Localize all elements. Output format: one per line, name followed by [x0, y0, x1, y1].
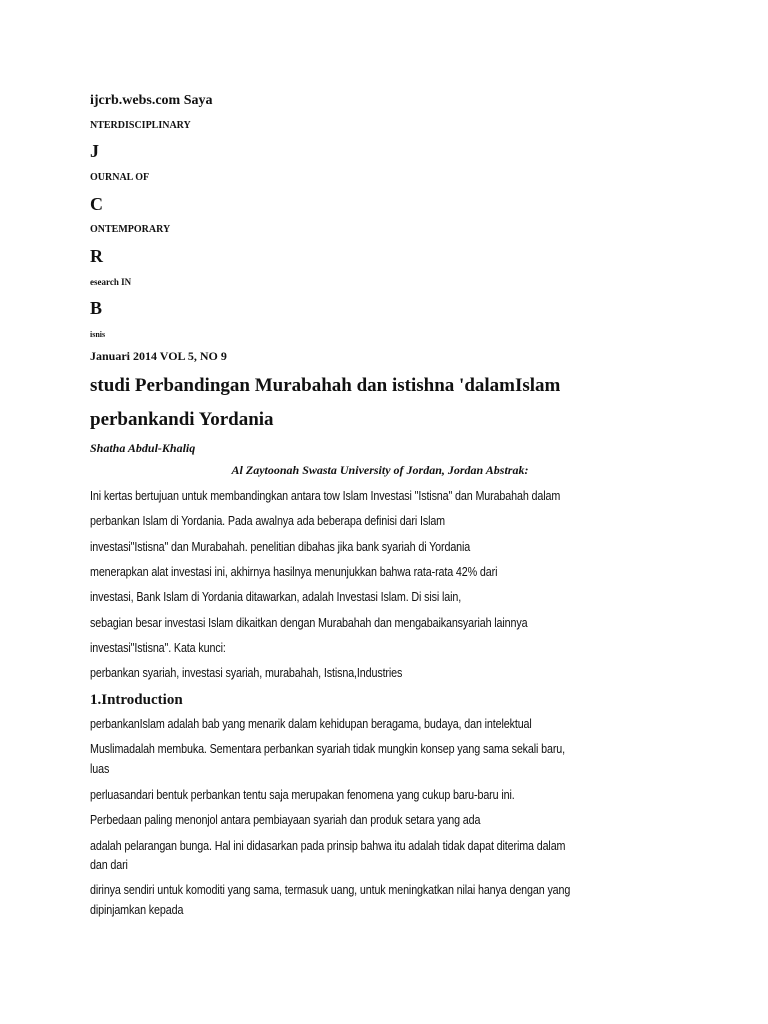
journal-initial-j: J [90, 141, 99, 161]
paragraph-line: perluasandari bentuk perbankan tentu saja merupakan fenomena yang cukup baru-baru ini. [90, 788, 515, 802]
paragraph-line: Muslimadalah membuka. Sementara perbankan syariah tidak mungkin konsep yang sama sekali baru, [90, 742, 566, 756]
paragraph-line: Perbedaan paling menonjol antara pembiayaan syariah dan produk setara yang ada [90, 813, 481, 827]
site-line: ijcrb.webs.com Saya [90, 93, 213, 108]
paragraph-line: dan dari [90, 858, 128, 872]
paragraph-line: dipinjamkan kepada [90, 903, 184, 917]
journal-initial-b: B [90, 298, 103, 318]
abstract-line: investasi"Istisna". Kata kunci: [90, 641, 226, 655]
section-heading-introduction: 1.Introduction [90, 692, 183, 708]
paragraph-line: adalah pelarangan bunga. Hal ini didasarkan pada prinsip bahwa itu adalah tidak dapat diterima dalam [90, 839, 566, 853]
article-title-line-1: studi Perbandingan Murabahah dan istishna 'dalamIslam [90, 375, 561, 396]
paragraph-line: perbankanIslam adalah bab yang menarik dalam kehidupan beragama, budaya, dan intelektual [90, 717, 532, 731]
abstract-line: sebagian besar investasi Islam dikaitkan dengan Murabahah dan mengabaikansyariah lainnya [90, 616, 528, 630]
author-affiliation: Al Zaytoonah Swasta University of Jordan, Jordan Abstrak: [231, 463, 529, 477]
journal-name-part-4: esearch IN [90, 277, 132, 287]
journal-name-part-5: isnis [90, 330, 106, 339]
keywords-line: perbankan syariah, investasi syariah, murabahah, Istisna,Industries [90, 666, 403, 680]
journal-initial-c: C [90, 194, 103, 214]
abstract-line: perbankan Islam di Yordania. Pada awalnya ada beberapa definisi dari Islam [90, 514, 446, 528]
paragraph-line: dirinya sendiri untuk komoditi yang sama, termasuk uang, untuk meningkatkan nilai hanya dengan yang [90, 883, 571, 897]
abstract-line: investasi"Istisna" dan Murabahah. penelitian dibahas jika bank syariah di Yordania [90, 540, 471, 554]
abstract-line: menerapkan alat investasi ini, akhirnya hasilnya menunjukkan bahwa rata-rata 42% dari [90, 565, 498, 579]
author-name: Shatha Abdul-Khaliq [90, 441, 196, 455]
journal-name-part-2: OURNAL OF [90, 172, 150, 183]
abstract-line: Ini kertas bertujuan untuk membandingkan antara tow Islam Investasi "Istisna" dan Murabahah dalam [90, 489, 561, 503]
abstract-line: investasi, Bank Islam di Yordania ditawarkan, adalah Investasi Islam. Di sisi lain, [90, 590, 462, 604]
article-title-line-2: perbankandi Yordania [90, 409, 274, 430]
paragraph-line: luas [90, 762, 110, 776]
journal-name-part-1: NTERDISCIPLINARY [90, 120, 191, 131]
journal-initial-r: R [90, 246, 103, 266]
journal-name-part-3: ONTEMPORARY [90, 224, 171, 235]
issue-line: Januari 2014 VOL 5, NO 9 [90, 349, 227, 363]
